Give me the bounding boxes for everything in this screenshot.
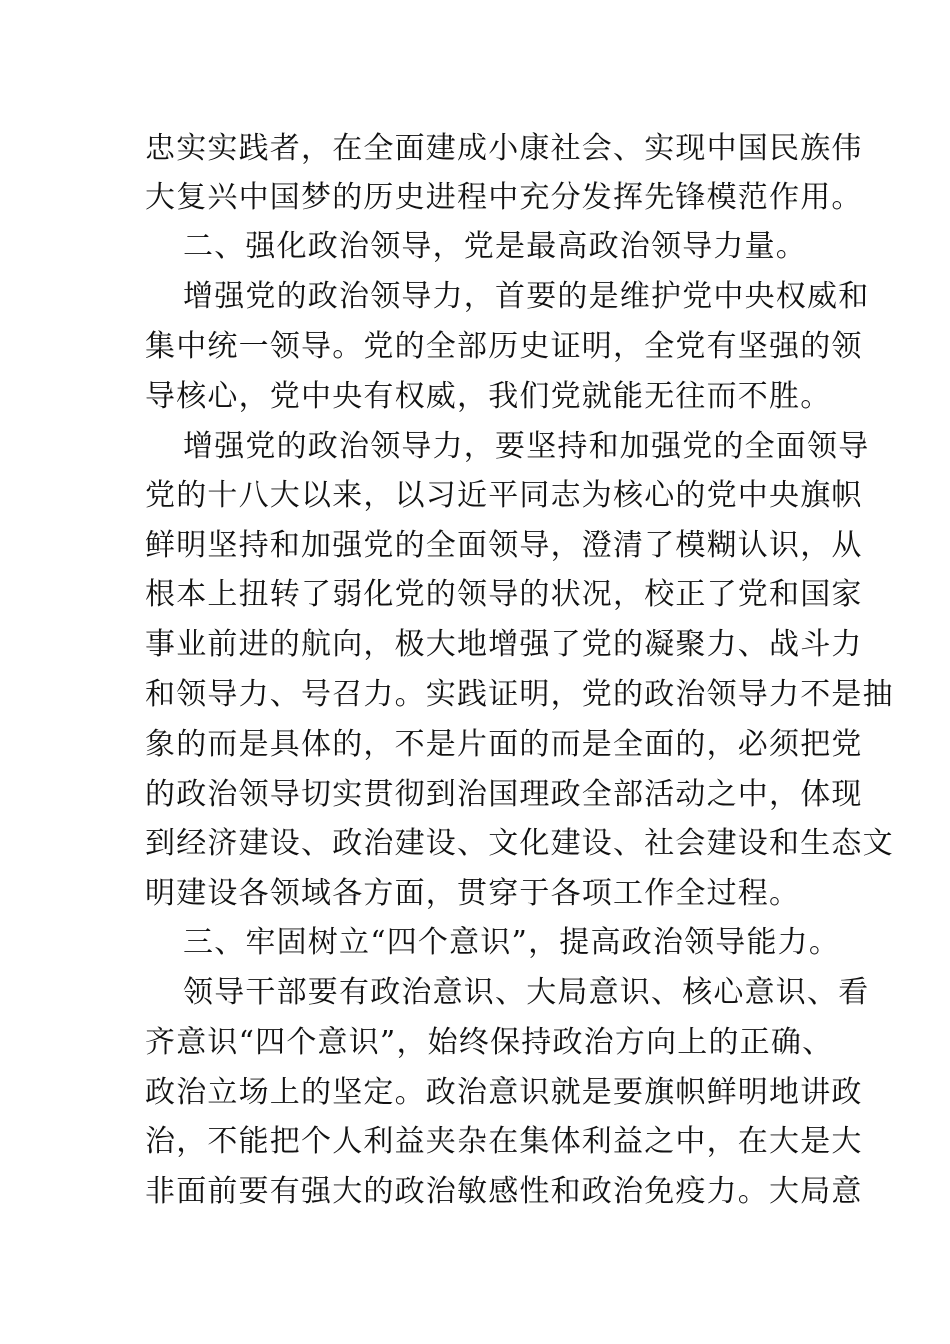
text-line: 齐意识“四个意识”，始终保持政治方向上的正确、 — [145, 1025, 834, 1060]
text-line: 增强党的政治领导力，首要的是维护党中央权威和 — [183, 279, 870, 314]
text-line: 明建设各领域各方面，贯穿于各项工作全过程。 — [145, 876, 801, 911]
text-line: 鲜明坚持和加强党的全面领导，澄清了模糊认识，从 — [145, 528, 863, 563]
text-line: 和领导力、号召力。实践证明，党的政治领导力不是抽 — [145, 677, 894, 712]
text-line: 领导干部要有政治意识、大局意识、核心意识、看 — [183, 975, 870, 1010]
text-line: 大复兴中国梦的历史进程中充分发挥先锋模范作用。 — [145, 180, 863, 215]
text-line: 忠实实践者，在全面建成小康社会、实现中国民族伟 — [145, 131, 863, 166]
text-line: 治，不能把个人利益夹杂在集体利益之中，在大是大 — [145, 1124, 863, 1159]
section-heading: 三、牢固树立“四个意识”，提高政治领导能力。 — [183, 925, 841, 960]
text-line: 非面前要有强大的政治敏感性和政治免疫力。大局意 — [145, 1174, 863, 1209]
text-line: 政治立场上的坚定。政治意识就是要旗帜鲜明地讲政 — [145, 1075, 863, 1110]
section-heading: 二、强化政治领导，党是最高政治领导力量。 — [183, 229, 807, 264]
text-line: 象的而是具体的，不是片面的而是全面的，必须把党 — [145, 727, 863, 762]
text-line: 增强党的政治领导力，要坚持和加强党的全面领导 — [183, 429, 870, 464]
text-line: 集中统一领导。党的全部历史证明，全党有坚强的领 — [145, 329, 863, 364]
text-line: 党的十八大以来，以习近平同志为核心的党中央旗帜 — [145, 478, 863, 513]
text-line: 导核心，党中央有权威，我们党就能无往而不胜。 — [145, 379, 832, 414]
text-line: 事业前进的航向，极大地增强了党的凝聚力、战斗力 — [145, 627, 863, 662]
text-line: 的政治领导切实贯彻到治国理政全部活动之中，体现 — [145, 777, 863, 812]
text-line: 到经济建设、政治建设、文化建设、社会建设和生态文 — [145, 826, 894, 861]
text-line: 根本上扭转了弱化党的领导的状况，校正了党和国家 — [145, 577, 863, 612]
